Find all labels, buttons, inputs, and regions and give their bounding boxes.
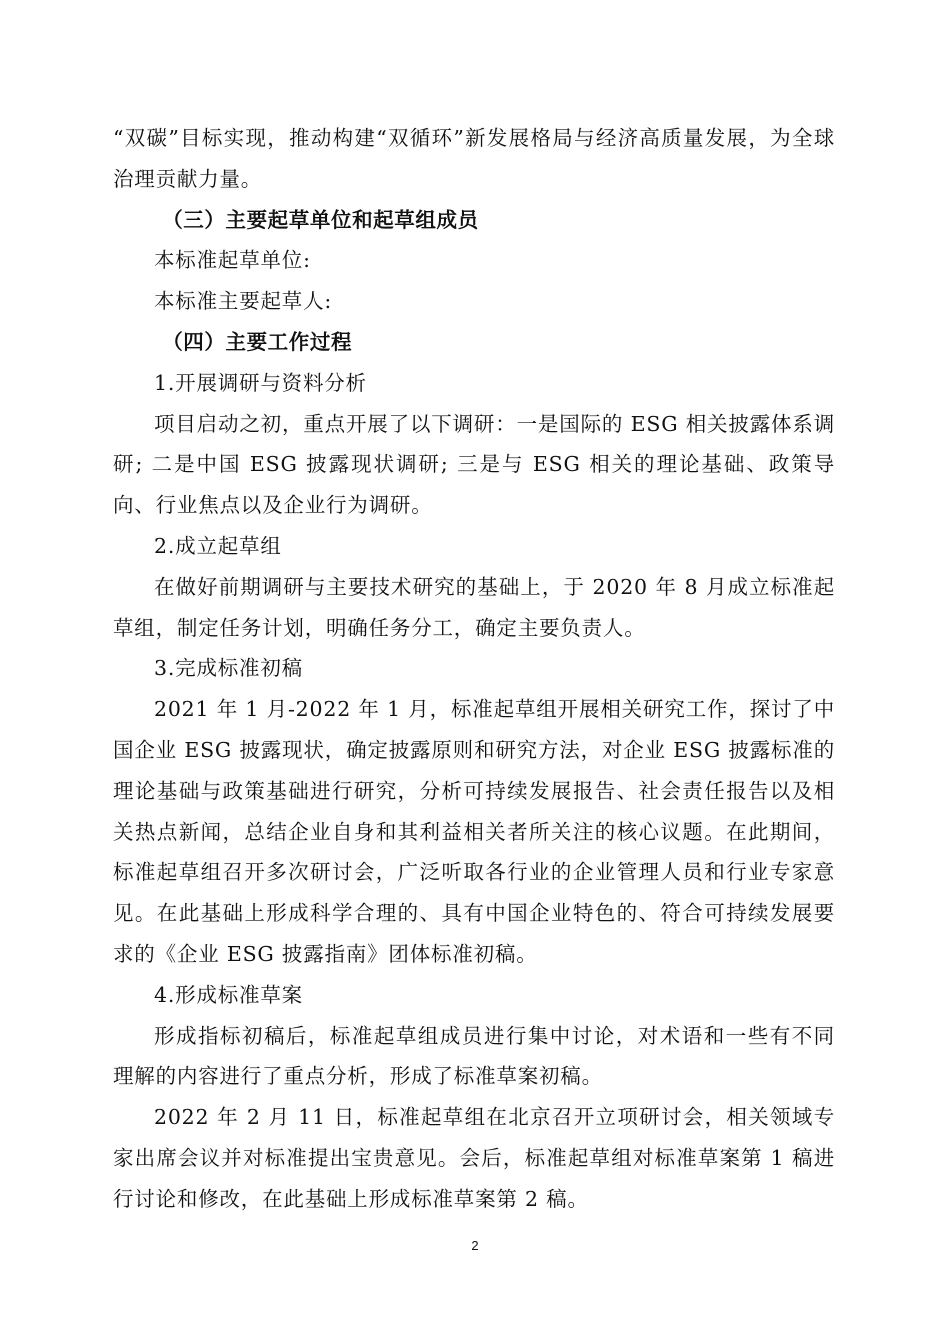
- page-number: 2: [471, 1238, 479, 1253]
- document-body: [113, 118, 835, 1220]
- section-heading-work-process: （四）主要工作过程: [162, 329, 353, 354]
- paragraph-research: 项目启动之初，重点开展了以下调研：一是国际的 ESG 相关披露体系调研; 二是中国 ESG 披露现状调研; 三是与 ESG 相关的理论基础、政策导向、行业焦点以及企业行为调研。: [113, 411, 835, 518]
- subheading-drafting-group: 2.成立起草组: [154, 533, 282, 558]
- paragraph-first-draft: 2021 年 1 月-2022 年 1 月，标准起草组开展相关研究工作，探讨了中国企业 ESG 披露现状，确定披露原则和研究方法，对企业 ESG 披露标准的理论基础与政策基础进行研究，分析可持续发展报告、社会责任报告以及相关热点新闻，总结企业自身和其利益相关者所关注的核心议题。在此期间，标准起草组召开多次研讨会，广泛听取各行业的企业管理人员和行业专家意见。在此基础上形成科学合理的、具有中国企业特色的、符合可持续发展要求的《企业 ESG 披露指南》团体标准初稿。: [113, 697, 835, 966]
- section-heading-drafting-units: （三）主要起草单位和起草组成员: [162, 207, 479, 232]
- subheading-first-draft: 3.完成标准初稿: [154, 656, 303, 681]
- drafting-unit-line: 本标准起草单位:: [154, 248, 311, 273]
- paragraph-seminar: 2022 年 2 月 11 日，标准起草组在北京召开立项研讨会，相关领域专家出席会议并对标准提出宝贵意见。会后，标准起草组对标准草案第 1 稿进行讨论和修改，在此基础上形成标准草案第 2 稿。: [113, 1105, 835, 1211]
- subheading-draft-standard: 4.形成标准草案: [154, 982, 303, 1007]
- paragraph-draft-standard: 形成指标初稿后，标准起草组成员进行集中讨论，对术语和一些有不同理解的内容进行了重点分析，形成了标准草案初稿。: [113, 1023, 835, 1089]
- main-drafters-line: 本标准主要起草人:: [154, 289, 333, 314]
- paragraph-drafting-group: 在做好前期调研与主要技术研究的基础上，于 2020 年 8 月成立标准起草组，制定任务计划，明确任务分工，确定主要负责人。: [113, 574, 835, 640]
- subheading-research: 1.开展调研与资料分析: [154, 370, 367, 395]
- paragraph-continuation: “双碳”目标实现，推动构建“双循环”新发展格局与经济高质量发展，为全球治理贡献力量。: [113, 126, 835, 191]
